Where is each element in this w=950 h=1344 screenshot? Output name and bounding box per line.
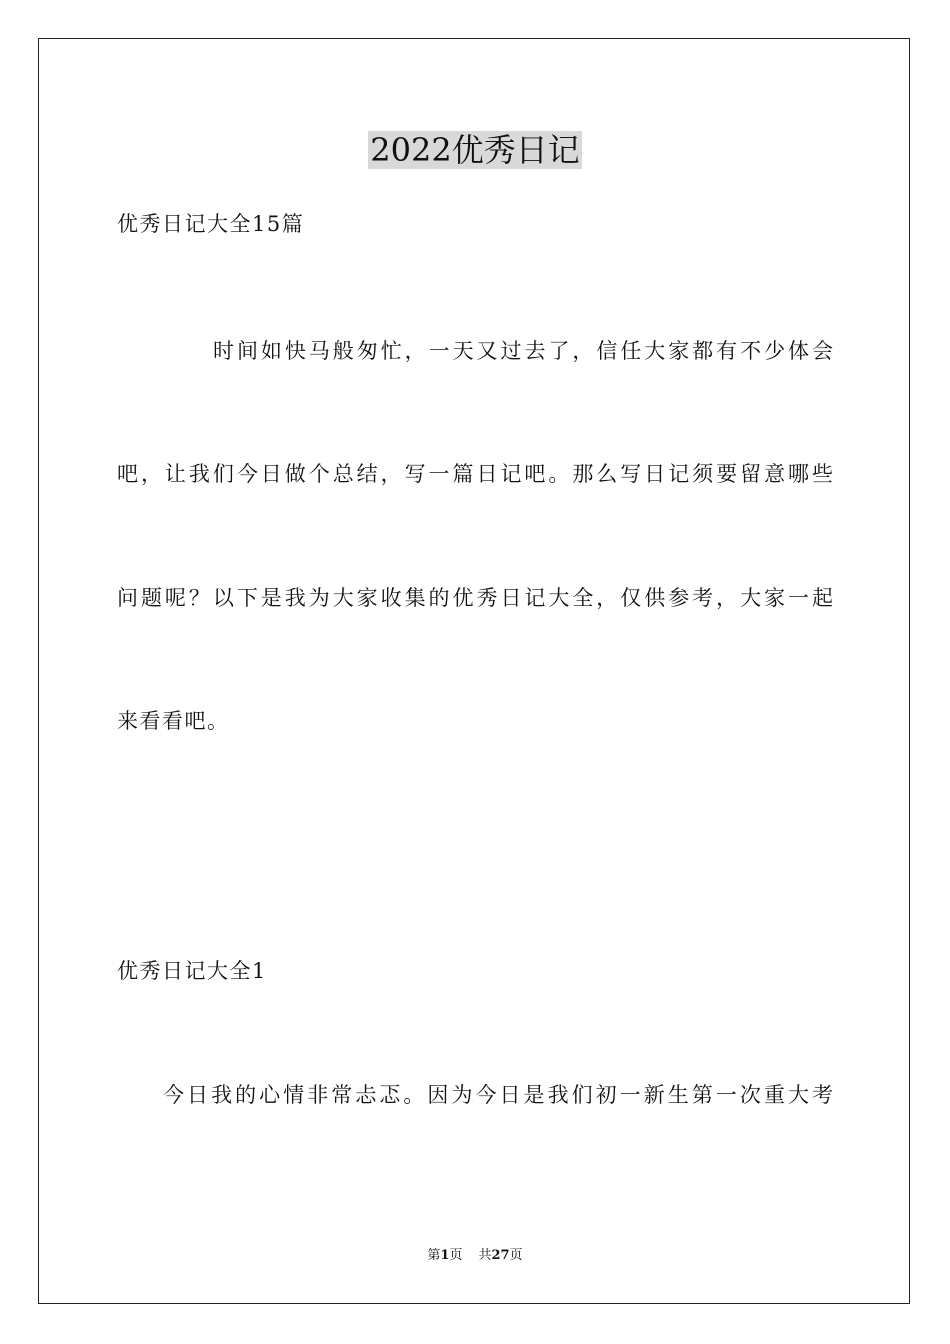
intro-line-2: 吧，让我们今日做个总结，写一篇日记吧。那么写日记须要留意哪些 (117, 462, 833, 486)
section-heading: 优秀日记大全1 (117, 959, 267, 983)
footer-total-suffix: 页 (509, 1248, 523, 1263)
document-title-text: 2022优秀日记 (370, 131, 580, 169)
footer-page-prefix: 第 (427, 1248, 441, 1263)
page-footer (0, 1247, 950, 1265)
footer-page-suffix: 页 (449, 1248, 463, 1263)
footer-page-number: 1 (440, 1248, 450, 1263)
intro-line-3: 问题呢？以下是我为大家收集的优秀日记大全，仅供参考，大家一起 (117, 586, 833, 610)
footer-total-pages: 27 (491, 1248, 510, 1263)
intro-line-4: 来看看吧。 (117, 709, 230, 733)
document-title (0, 128, 950, 172)
footer-total-prefix: 共 (478, 1248, 492, 1263)
intro-line-1: 时间如快马般匆忙，一天又过去了，信任大家都有不少体会 (213, 339, 833, 363)
section-line-1: 今日我的心情非常忐忑。因为今日是我们初一新生第一次重大考 (163, 1083, 833, 1107)
document-subtitle: 优秀日记大全15篇 (117, 212, 305, 236)
